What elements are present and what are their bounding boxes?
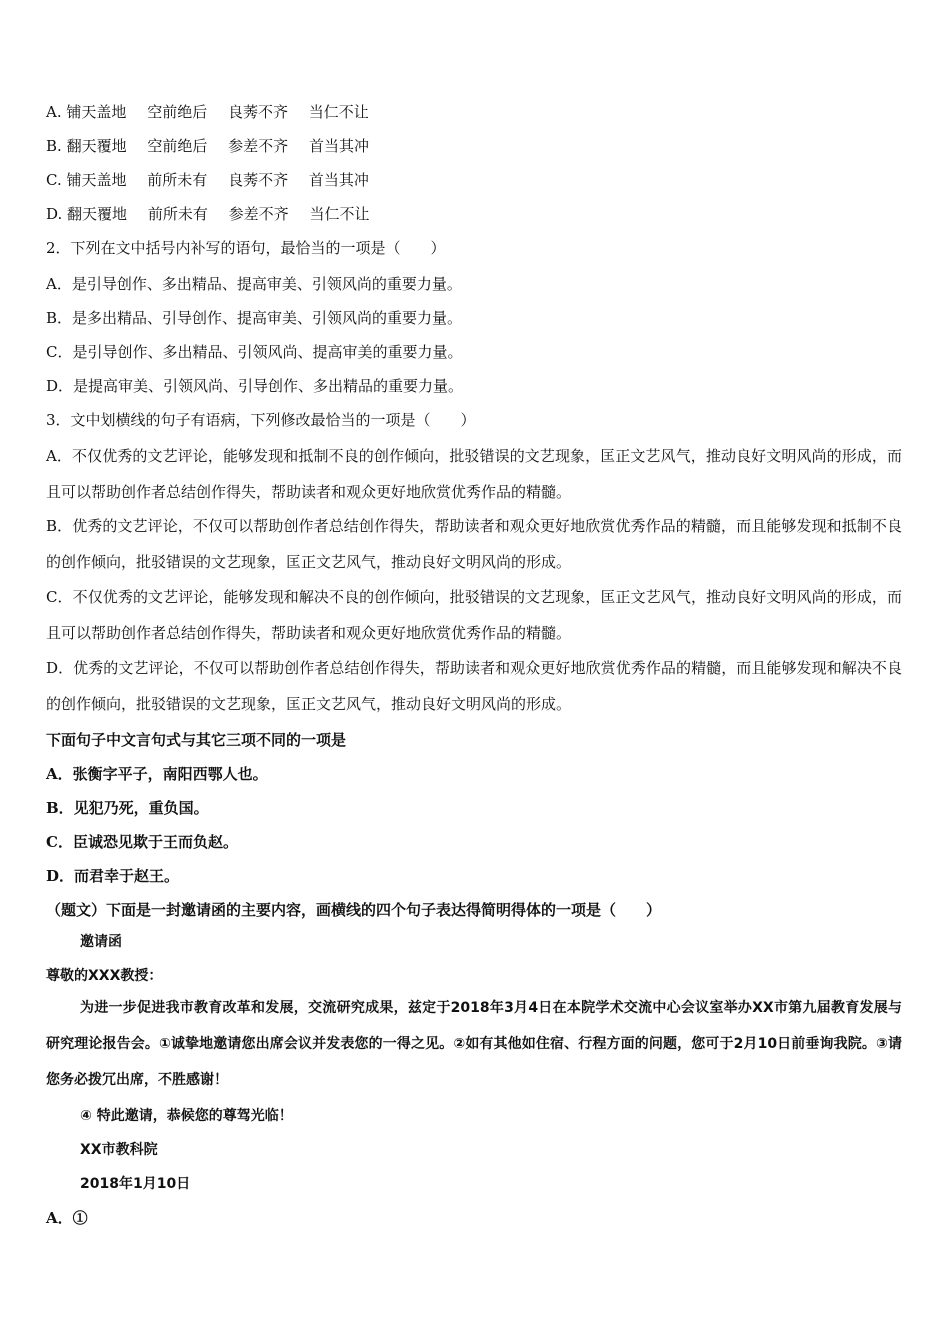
q2-option-b: B．是多出精品、引导创作、提高审美、引领风尚的重要力量。 [46, 309, 463, 327]
letter-body: 为进一步促进我市教育改革和发展，交流研究成果，兹定于2018年3月4日在本院学术交流中心会议室举办XX市第九届教育发展与研究理论报告会。①诚挚地邀请您出席会议并发表您的一得之见。②如有其他如住宿、行程方面的问题，您可于2月10日前垂询我院。③请您务必拨冗出席，不胜感谢！ [46, 1000, 902, 1088]
q3-option-d: D．优秀的文艺评论，不仅可以帮助创作者总结创作得失，帮助读者和观众更好地欣赏优秀作品的精髓，而且能够发现和解决不良的创作倾向，批驳错误的文艺现象，匡正文艺风气，推动良好文明风尚的形成。 [46, 659, 902, 713]
letter-date: 2018年1月10日 [80, 1176, 191, 1192]
letter-title: 邀请函 [80, 934, 122, 950]
q3-option-b: B．优秀的文艺评论，不仅可以帮助创作者总结创作得失，帮助读者和观众更好地欣赏优秀作品的精髓，而且能够发现和抵制不良的创作倾向，批驳错误的文艺现象，匡正文艺风气，推动良好文明风尚的形成。 [46, 517, 902, 571]
q1-option-b: B. 翻天覆地 空前绝后 参差不齐 首当其冲 [46, 137, 369, 155]
q5-stem: （题文）下面是一封邀请函的主要内容，画横线的四个句子表达得简明得体的一项是（ ） [46, 901, 662, 919]
q3-option-c: C．不仅优秀的文艺评论，能够发现和解决不良的创作倾向，批驳错误的文艺现象，匡正文艺风气，推动良好文明风尚的形成，而且可以帮助创作者总结创作得失，帮助读者和观众更好地欣赏优秀作品的精髓。 [46, 588, 902, 642]
letter-salutation: 尊敬的XXX教授： [46, 968, 163, 984]
q4-option-c: C．臣诚恐见欺于王而负赵。 [46, 833, 238, 851]
q3-option-a: A．不仅优秀的文艺评论，能够发现和抵制不良的创作倾向，批驳错误的文艺现象，匡正文艺风气，推动良好文明风尚的形成，而且可以帮助创作者总结创作得失，帮助读者和观众更好地欣赏优秀作品的精髓。 [46, 447, 902, 501]
q2-option-d: D．是提高审美、引领风尚、引导创作、多出精品的重要力量。 [46, 377, 464, 395]
letter-signature: XX市教科院 [80, 1142, 158, 1158]
q1-option-c: C. 铺天盖地 前所未有 良莠不齐 首当其冲 [46, 171, 369, 189]
q4-stem: 下面句子中文言句式与其它三项不同的一项是 [46, 731, 347, 749]
q1-option-d: D. 翻天覆地 前所未有 参差不齐 当仁不让 [46, 205, 370, 223]
q3-stem: 3．文中划横线的句子有语病，下列修改最恰当的一项是（ ） [46, 411, 476, 429]
q5-option-a: A．① [46, 1209, 88, 1227]
q4-option-a: A．张衡字平子，南阳西鄂人也。 [46, 765, 268, 783]
q4-option-b: B．见犯乃死，重负国。 [46, 799, 209, 817]
q2-option-c: C．是引导创作、多出精品、引领风尚、提高审美的重要力量。 [46, 343, 463, 361]
q2-option-a: A．是引导创作、多出精品、提高审美、引领风尚的重要力量。 [46, 275, 462, 293]
q4-option-d: D．而君幸于赵王。 [46, 867, 180, 885]
q1-option-a: A. 铺天盖地 空前绝后 良莠不齐 当仁不让 [46, 103, 369, 121]
letter-closing: ④ 特此邀请，恭候您的尊驾光临！ [80, 1108, 293, 1124]
q2-stem: 2．下列在文中括号内补写的语句，最恰当的一项是（ ） [46, 239, 446, 257]
